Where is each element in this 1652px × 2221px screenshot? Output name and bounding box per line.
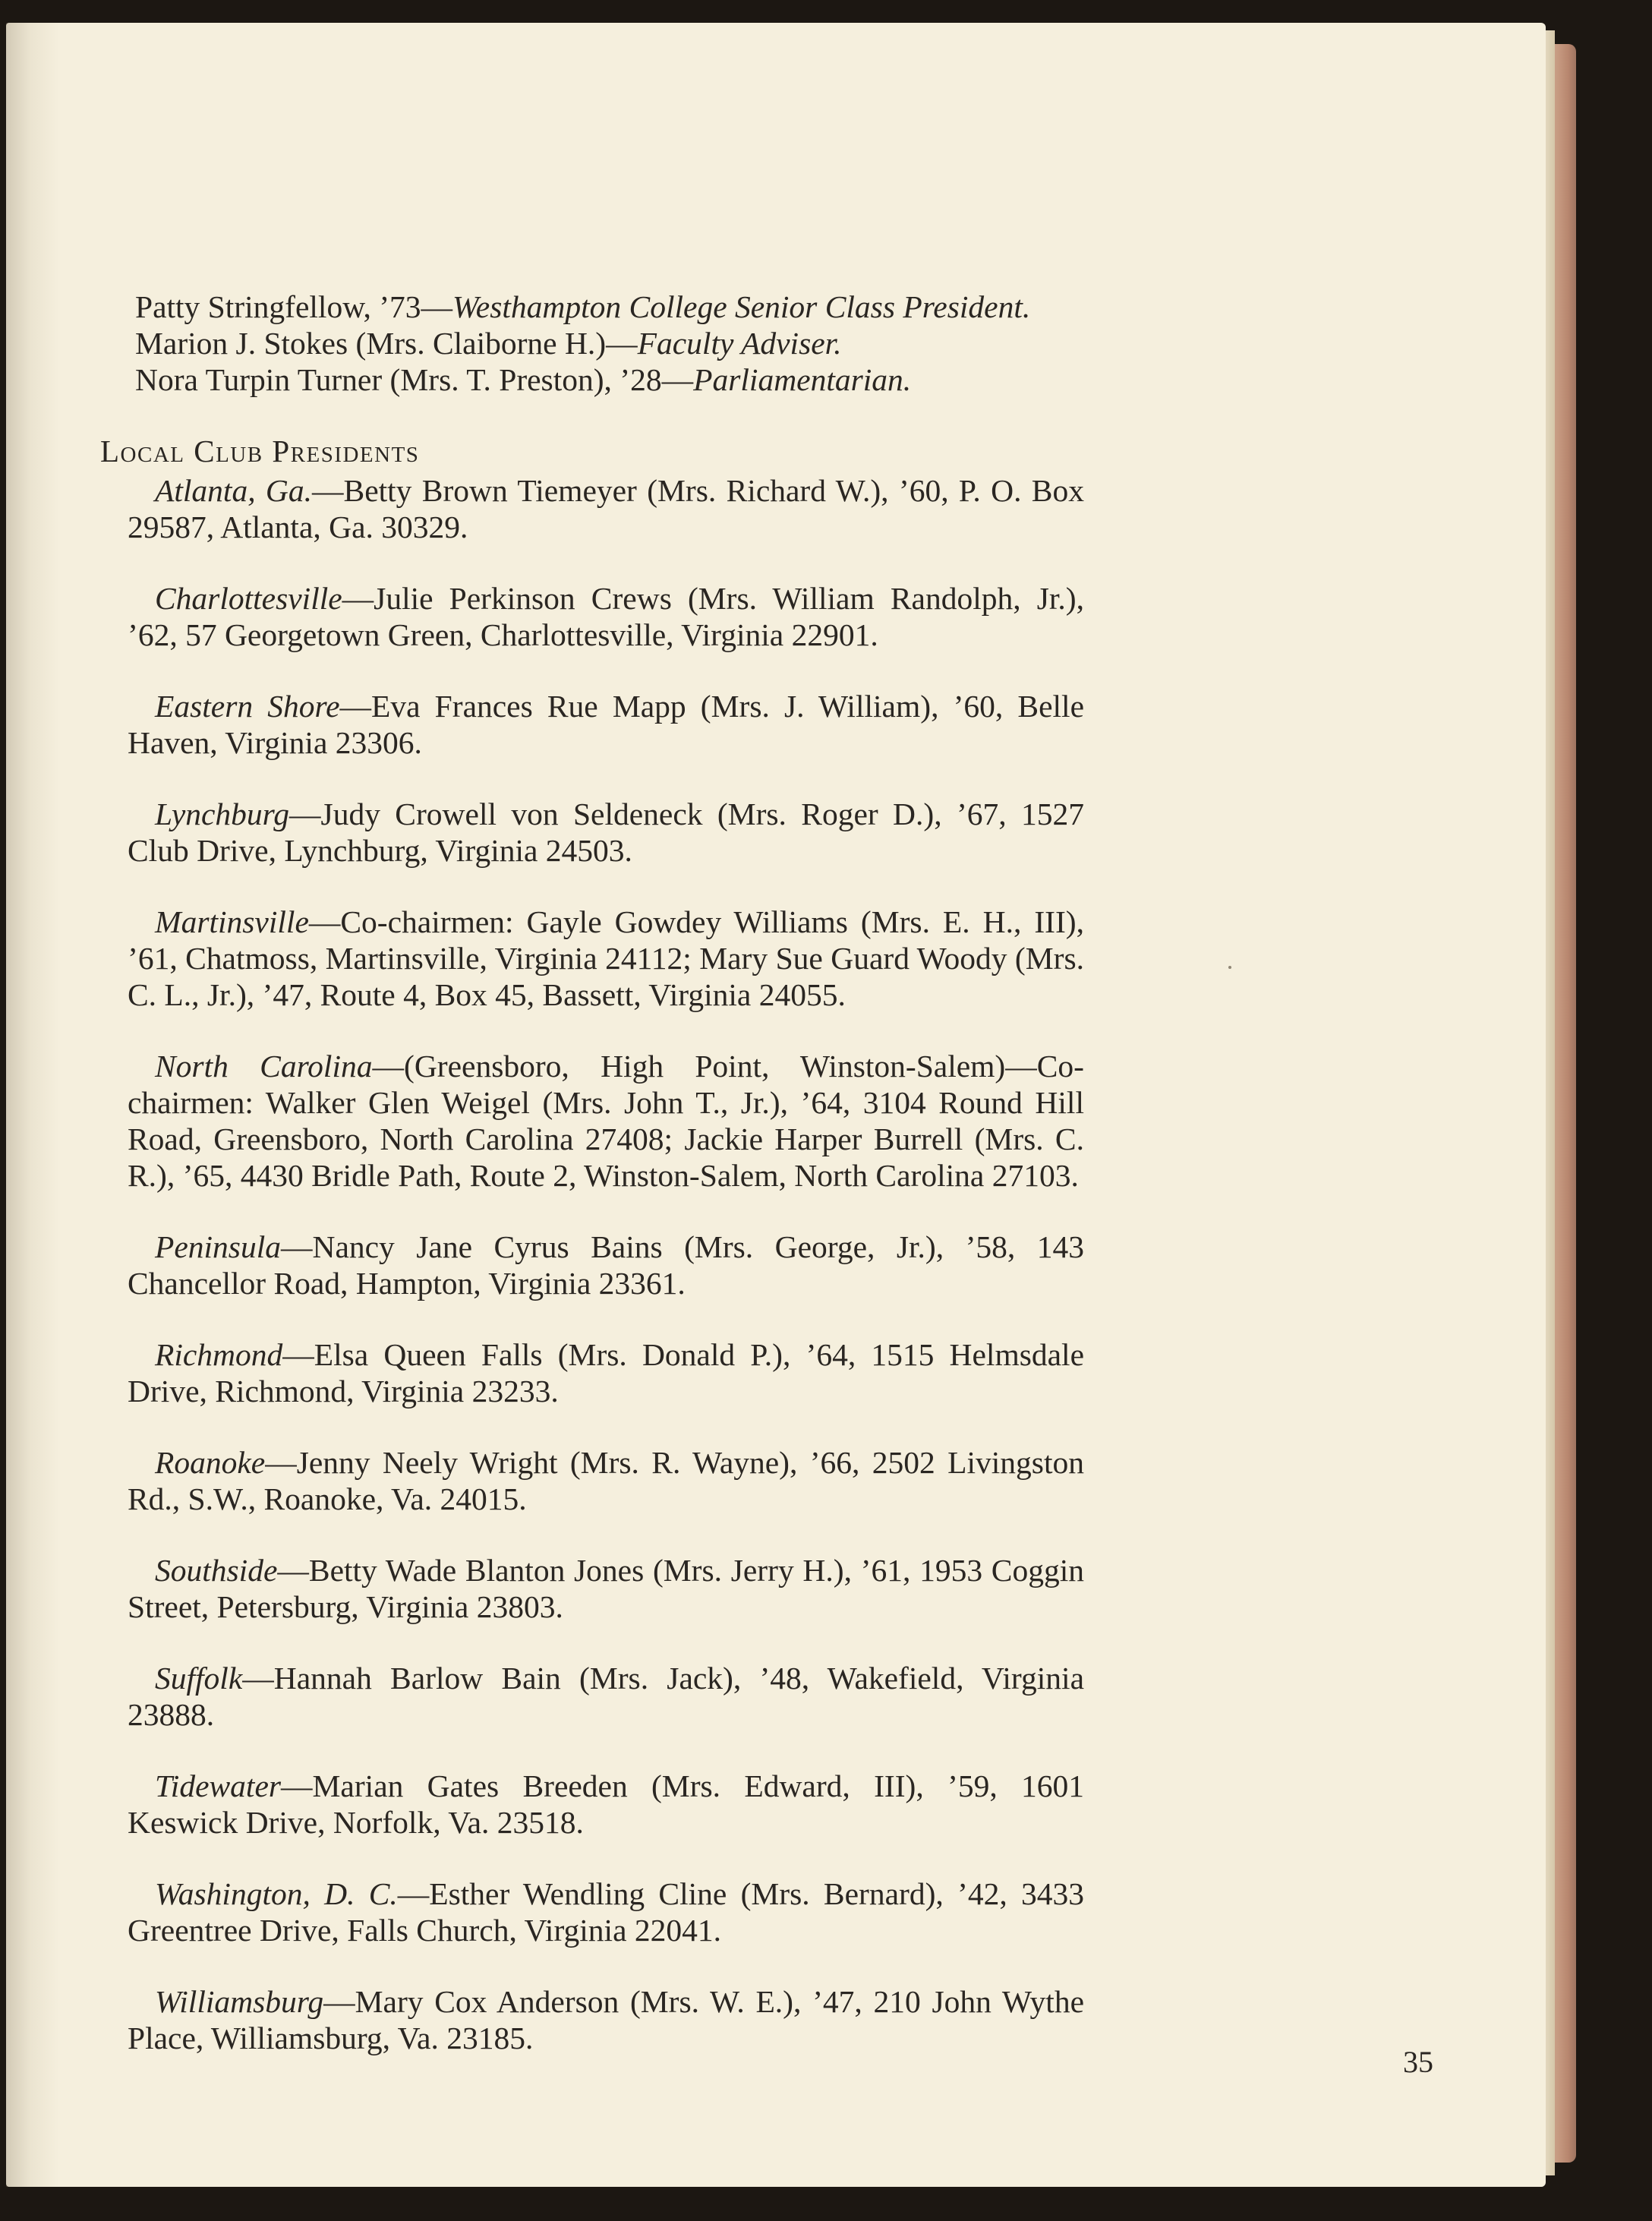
officer-line (128, 289, 1084, 325)
club-detail: —Betty Brown Tiemeyer (Mrs. Richard W.), ’60, P. O. Box 29587, Atlanta, Ga. 30329. (128, 473, 1084, 544)
gutter-shade (6, 23, 59, 2187)
club-city: Williamsburg (155, 1984, 324, 2019)
club-entry (128, 1552, 1084, 1625)
club-entry (128, 1660, 1084, 1733)
club-entry (128, 1983, 1084, 2056)
club-city: Tidewater (155, 1768, 282, 1803)
club-entry (128, 1444, 1084, 1517)
section-heading: Local Club Presidents (100, 434, 420, 468)
book-page (6, 23, 1546, 2187)
club-city: Lynchburg (155, 797, 290, 831)
club-entry (128, 1048, 1084, 1194)
club-entry (128, 1876, 1084, 1948)
officer-name: Marion J. Stokes (Mrs. Claiborne H.)— (135, 326, 638, 361)
page-number: 35 (1403, 2045, 1433, 2079)
club-city: Atlanta, Ga. (155, 473, 313, 508)
club-city: Charlottesville (155, 581, 342, 616)
club-detail: —Esther Wendling Cline (Mrs. Bernard), ’42, 3433 Greentree Drive, Falls Church, Virginia 22041. (128, 1876, 1084, 1948)
club-detail: —Jenny Neely Wright (Mrs. R. Wayne), ’66, 2502 Livingston Rd., S.W., Roanoke, Va. 24015. (128, 1445, 1084, 1516)
club-city: Washington, D. C. (155, 1876, 398, 1911)
club-city: Richmond (155, 1337, 283, 1372)
club-detail: —Elsa Queen Falls (Mrs. Donald P.), ’64, 1515 Helmsdale Drive, Richmond, Virginia 23233. (128, 1337, 1084, 1409)
club-city: Martinsville (155, 904, 309, 939)
club-detail: —Mary Cox Anderson (Mrs. W. E.), ’47, 210 John Wythe Place, Williamsburg, Va. 23185. (128, 1984, 1084, 2055)
officer-name: Patty Stringfellow, ’73— (135, 289, 453, 324)
club-detail: —Nancy Jane Cyrus Bains (Mrs. George, Jr.), ’58, 143 Chancellor Road, Hampton, Virginia 23361. (128, 1229, 1084, 1301)
club-entry (128, 1229, 1084, 1301)
club-entry (128, 688, 1084, 761)
club-city: Southside (155, 1553, 278, 1588)
club-detail: —Judy Crowell von Seldeneck (Mrs. Roger D.), ’67, 1527 Club Drive, Lynchburg, Virginia 24503. (128, 797, 1084, 868)
officer-role: Westhampton College Senior Class President. (452, 289, 1031, 324)
officer-role: Faculty Adviser. (637, 326, 842, 361)
club-detail: —Eva Frances Rue Mapp (Mrs. J. William), ’60, Belle Haven, Virginia 23306. (128, 689, 1084, 760)
officer-line (128, 361, 1084, 398)
club-detail: —(Greensboro, High Point, Winston-Salem)—Co-chairmen: Walker Glen Weigel (Mrs. John T., Jr.), ’64, 3104 Round Hill Road, Greensboro, North Carolina 27408; Jackie Harper Burrell (Mrs. C. R.), ’65, 4430 Bridle Path, Route 2, Winston-Salem, North Carolina 27103. (128, 1049, 1084, 1193)
club-entry (128, 904, 1084, 1013)
club-city: Peninsula (155, 1229, 281, 1264)
club-entry (128, 1768, 1084, 1841)
club-detail: —Betty Wade Blanton Jones (Mrs. Jerry H.), ’61, 1953 Coggin Street, Petersburg, Virginia 23803. (128, 1553, 1084, 1624)
club-city: Roanoke (155, 1445, 266, 1480)
club-city: North Carolina (155, 1049, 373, 1084)
club-entry (128, 580, 1084, 653)
club-entry (128, 796, 1084, 869)
club-detail: —Hannah Barlow Bain (Mrs. Jack), ’48, Wakefield, Virginia 23888. (128, 1661, 1084, 1732)
club-entry (128, 1336, 1084, 1409)
club-detail: —Julie Perkinson Crews (Mrs. William Randolph, Jr.), ’62, 57 Georgetown Green, Charlottesville, Virginia 22901. (128, 581, 1084, 652)
club-detail: —Marian Gates Breeden (Mrs. Edward, III), ’59, 1601 Keswick Drive, Norfolk, Va. 23518. (128, 1768, 1084, 1840)
paper-speck (1228, 966, 1231, 969)
club-entry (128, 472, 1084, 545)
officer-line (128, 325, 1084, 361)
officer-role: Parliamentarian. (693, 362, 912, 397)
club-city: Eastern Shore (155, 689, 340, 724)
page-content (100, 289, 1084, 2091)
officer-name: Nora Turpin Turner (Mrs. T. Preston), ’28— (135, 362, 694, 397)
club-detail: —Co-chairmen: Gayle Gowdey Williams (Mrs. E. H., III), ’61, Chatmoss, Martinsville, Virginia 24112; Mary Sue Guard Woody (Mrs. C. L., Jr.), ’47, Route 4, Box 45, Bassett, Virginia 24055. (128, 904, 1084, 1012)
club-city: Suffolk (155, 1661, 243, 1696)
